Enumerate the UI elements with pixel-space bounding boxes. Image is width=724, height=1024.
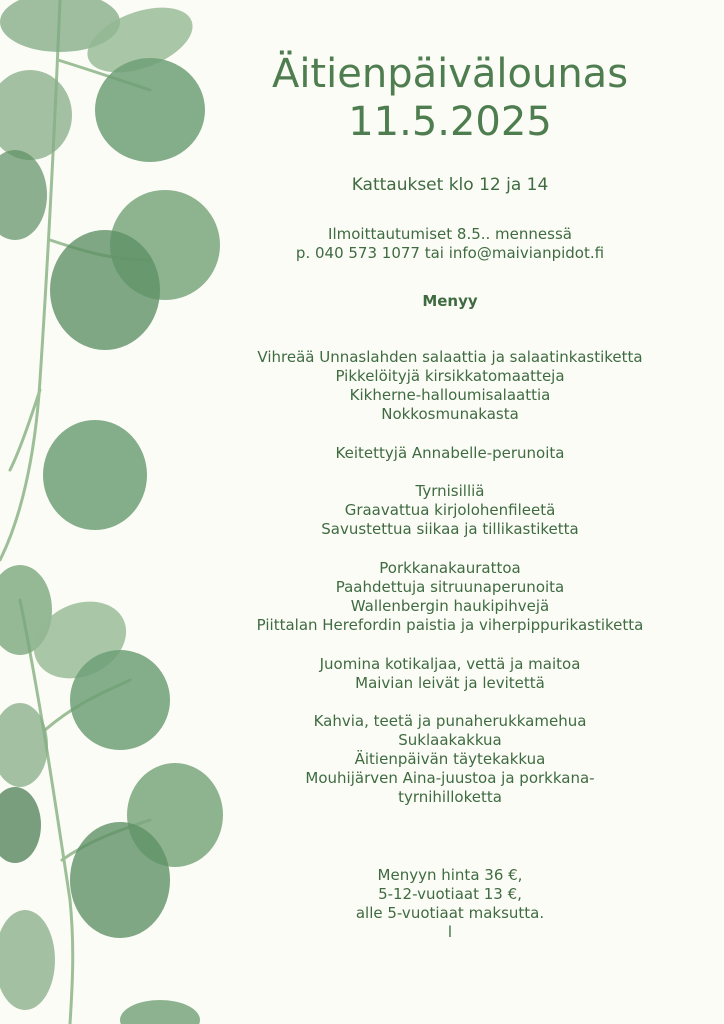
menu-group-fish bbox=[225, 482, 675, 539]
title-date: 11.5.2025 bbox=[348, 99, 552, 145]
menu-item: Maivian leivät ja levitettä bbox=[355, 674, 545, 692]
menu-item: Keitettyjä Annabelle-perunoita bbox=[335, 444, 565, 462]
price-info bbox=[225, 866, 675, 942]
menu-item: Kahvia, teetä ja punaherukkamehua bbox=[313, 712, 587, 730]
menu-group-desserts bbox=[225, 712, 675, 807]
price-line: alle 5-vuotiaat maksutta. bbox=[355, 904, 545, 922]
sittings-text: Kattaukset klo 12 ja 14 bbox=[351, 175, 549, 195]
menu-item: Juomina kotikaljaa, vettä ja maitoa bbox=[319, 655, 581, 673]
page-title bbox=[225, 50, 675, 146]
title-line: Äitienpäivälounas bbox=[271, 51, 629, 97]
contact-info: p. 040 573 1077 tai info@maivianpidot.fi bbox=[295, 244, 605, 262]
menu-item: Piittalan Herefordin paistia ja viherpippurikastiketta bbox=[256, 616, 644, 634]
price-line: l bbox=[447, 923, 453, 941]
menu-item: Suklaakakkua bbox=[398, 731, 502, 749]
registration-info bbox=[225, 225, 675, 263]
eucalyptus-decoration bbox=[0, 0, 230, 1024]
menu-item: Paahdettuja sitruunaperunoita bbox=[335, 578, 565, 596]
menu-item: Nokkosmunakasta bbox=[381, 405, 519, 423]
menu-group-mains bbox=[225, 559, 675, 635]
price-line: Menyyn hinta 36 €, bbox=[377, 866, 523, 884]
menu-item: tyrnihilloketta bbox=[398, 788, 502, 806]
menu-item: Vihreää Unnaslahden salaattia ja salaatinkastiketta bbox=[257, 348, 643, 366]
menu-item: Porkkanakaurattoa bbox=[379, 559, 521, 577]
menu-group-salads bbox=[225, 348, 675, 424]
menu-item: Savustettua siikaa ja tillikastiketta bbox=[321, 520, 579, 538]
registration-deadline: Ilmoittautumiset 8.5.. mennessä bbox=[328, 225, 572, 243]
menu-group-potatoes bbox=[225, 444, 675, 463]
menu-item: Wallenbergin haukipihvejä bbox=[350, 597, 550, 615]
menu-item: Mouhijärven Aina-juustoa ja porkkana- bbox=[305, 769, 595, 787]
menu-item: Pikkelöityjä kirsikkatomaatteja bbox=[335, 367, 565, 385]
menu-group-drinks bbox=[225, 655, 675, 693]
menu-item: Graavattua kirjolohenfileetä bbox=[344, 501, 556, 519]
menu-heading: Menyy bbox=[422, 292, 478, 310]
menu-item: Tyrnisilliä bbox=[415, 482, 485, 500]
price-line: 5-12-vuotiaat 13 €, bbox=[378, 885, 522, 903]
menu-item: Kikherne-halloumisalaattia bbox=[349, 386, 551, 404]
menu-item: Äitienpäivän täytekakkua bbox=[354, 750, 546, 768]
